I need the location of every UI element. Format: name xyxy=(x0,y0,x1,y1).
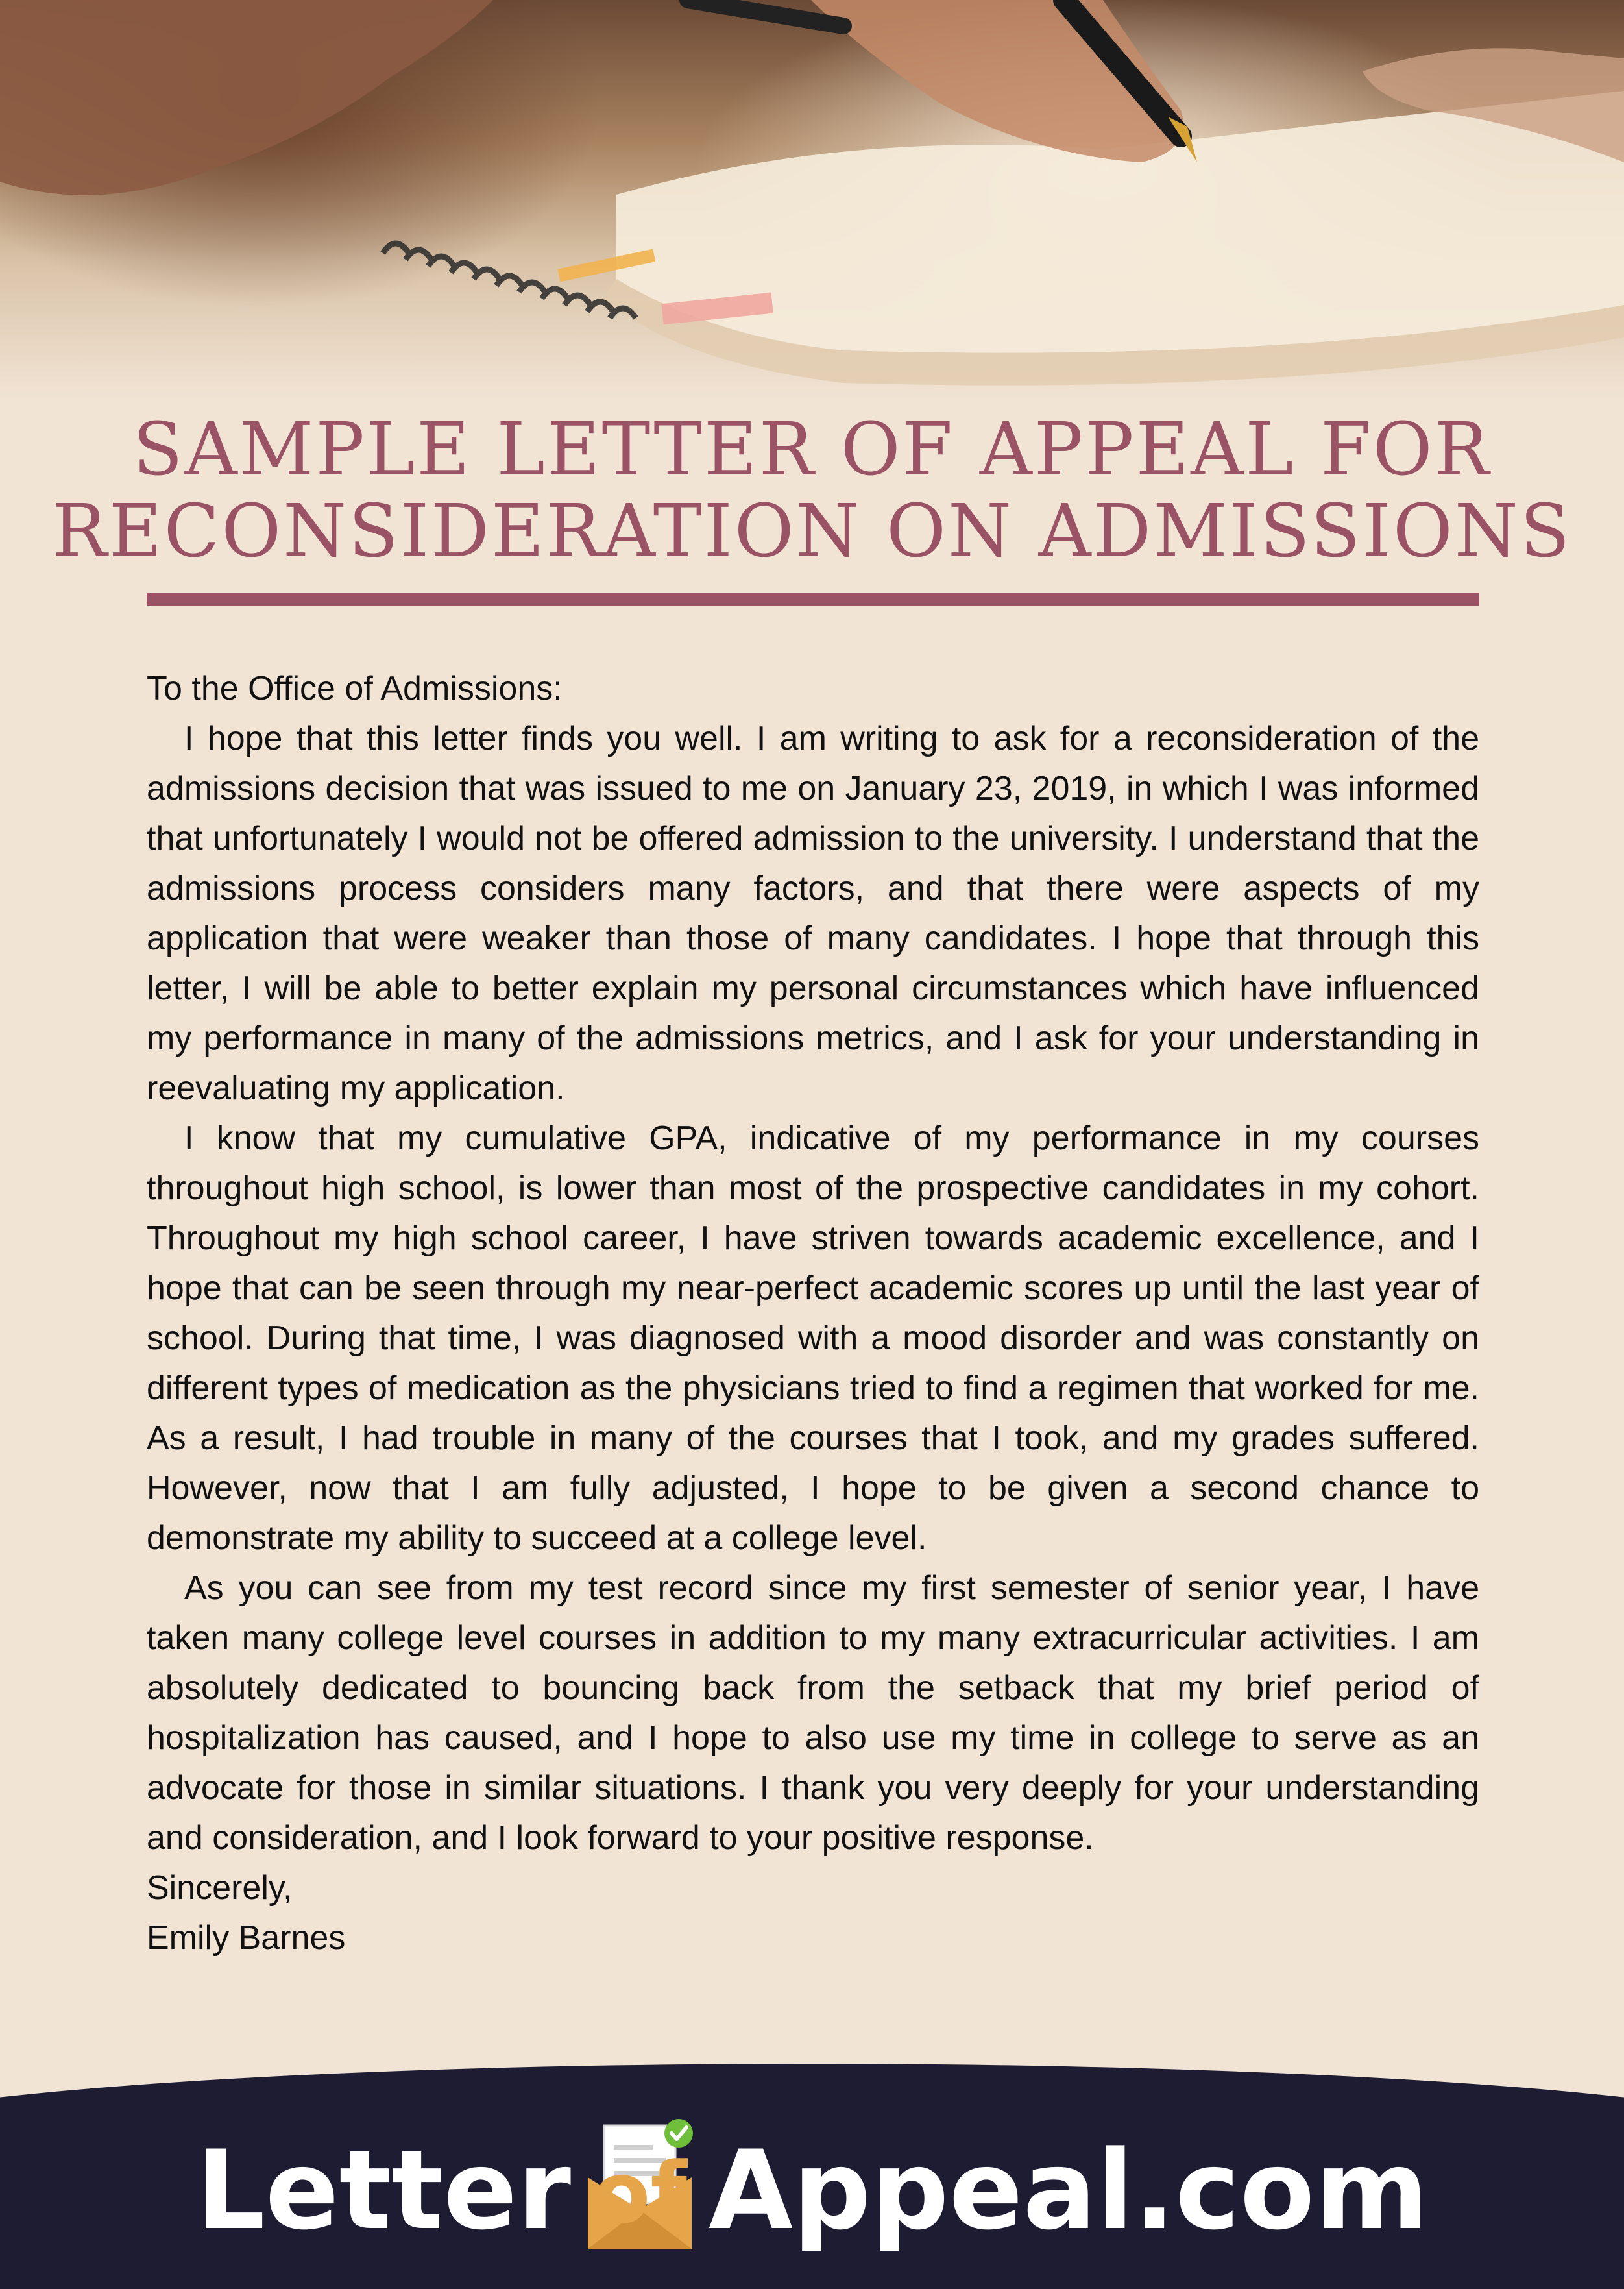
brand-text-right: Appeal.com xyxy=(709,2127,1429,2254)
letter-body xyxy=(147,664,1479,1963)
envelope-with-letter-and-checkmark-icon xyxy=(575,2125,705,2255)
notebook-spiral xyxy=(383,243,636,318)
title-divider xyxy=(147,593,1479,606)
title-line-2: RECONSIDERATION ON ADMISSIONS xyxy=(52,489,1572,574)
footer xyxy=(0,2064,1624,2289)
page-title xyxy=(0,409,1624,572)
salutation: To the Office of Admissions: xyxy=(147,670,563,707)
hand-left xyxy=(0,0,493,195)
title-line-1: SAMPLE LETTER OF APPEAL FOR xyxy=(133,408,1491,492)
brand-text-left: Letter xyxy=(195,2127,572,2254)
paragraph-2: I know that my cumulative GPA, indicative of my performance in my courses throughout high school, is lower than most of the prospective candidates in my cohort. Throughout my high school career, I have striven towards academic excellence, and I hope that can be seen through my near-perfect academic scores up until the last year of school. During that time, I was diagnosed with a mood disorder and was constantly on different types of medication as the physicians tried to find a regimen that worked for me. As a result, I had trouble in many of the courses that I took, and my grades suffered. However, now that I am fully adjusted, I hope to be given a second chance to demonstrate my ability to succeed at a college level. xyxy=(147,1120,1479,1557)
closing: Sincerely, xyxy=(147,1869,293,1907)
signature: Emily Barnes xyxy=(147,1919,346,1957)
paragraph-1: I hope that this letter finds you well. I am writing to ask for a reconsideration of the admissions decision that was issued to me on January 23, 2019, in which I was informed that unfortunately I would not be offered admission to the university. I understand that the admissions process considers many factors, and that there were aspects of my application that were weaker than those of many candidates. I hope that through this letter, I will be able to better explain my personal circumstances which have influenced my performance in many of the admissions metrics, and I ask for your understanding in reevaluating my application. xyxy=(147,720,1479,1107)
brand-text-of: of xyxy=(592,2144,687,2242)
paragraph-3: As you can see from my test record since my first semester of senior year, I have taken many college level courses in addition to my many extracurricular activities. I am absolutely dedicated to bouncing back from the setback that my brief period of hospitalization has caused, and I hope to also use my time in college to serve as an advocate for those in similar situations. I thank you very deeply for your understanding and consideration, and I look forward to your positive response. xyxy=(147,1569,1479,1857)
brand-logo[interactable] xyxy=(0,2125,1624,2255)
hero-illustration xyxy=(0,0,1624,402)
hero-photo xyxy=(0,0,1624,402)
